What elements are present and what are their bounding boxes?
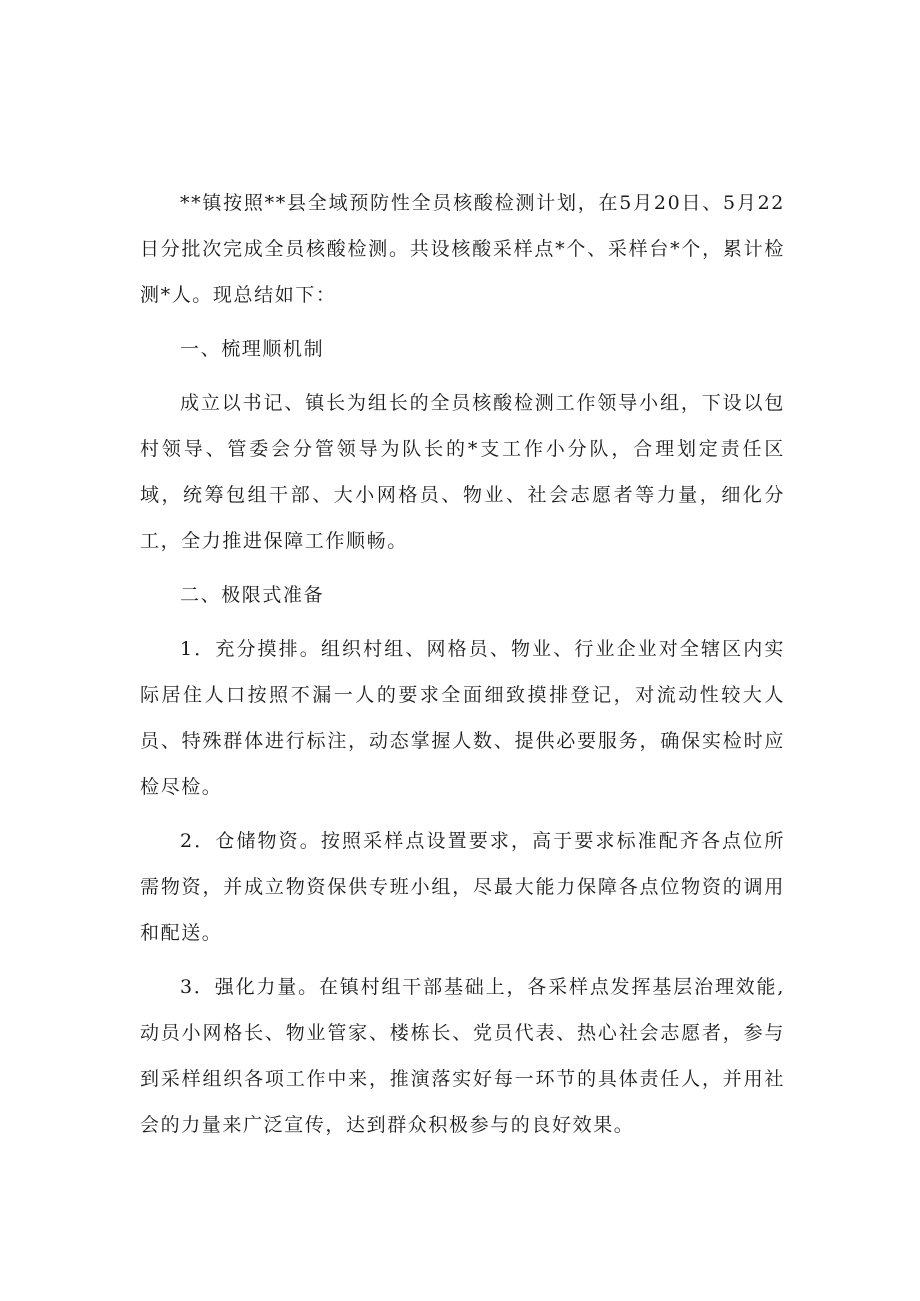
section2-item-1: 1．充分摸排。组织村组、网格员、物业、行业企业对全辖区内实际居住人口按照不漏一人的要求全面细致摸排登记，对流动性较大人员、特殊群体进行标注，动态掌握人数、提供必要服务，确保实检时应检尽检。 [140,638,785,798]
document-body [140,180,785,1156]
section2-item-3: 3．强化力量。在镇村组干部基础上，各采样点发挥基层治理效能,动员小网格长、物业管家、楼栋长、党员代表、热心社会志愿者，参与到采样组织各项工作中来，推演落实好每一环节的具体责任人，并用社会的力量来广泛宣传，达到群众积极参与的良好效果。 [140,976,785,1136]
section2-item-2: 2．仓储物资。按照采样点设置要求，高于要求标准配齐各点位所需物资，并成立物资保供专班小组，尽最大能力保障各点位物资的调用和配送。 [140,830,785,944]
section2-heading: 二、极限式准备 [180,584,325,606]
intro-paragraph: **镇按照**县全域预防性全员核酸检测计划，在5月20日、5月22日分批次完成全员核酸检测。共设核酸采样点*个、采样台*个，累计检测*人。现总结如下： [140,192,785,306]
section1-heading: 一、梳理顺机制 [180,338,325,360]
section1-paragraph: 成立以书记、镇长为组长的全员核酸检测工作领导小组，下设以包村领导、管委会分管领导为队长的*支工作小分队，合理划定责任区域，统筹包组干部、大小网格员、物业、社会志愿者等力量，细化分工，全力推进保障工作顺畅。 [140,392,785,552]
